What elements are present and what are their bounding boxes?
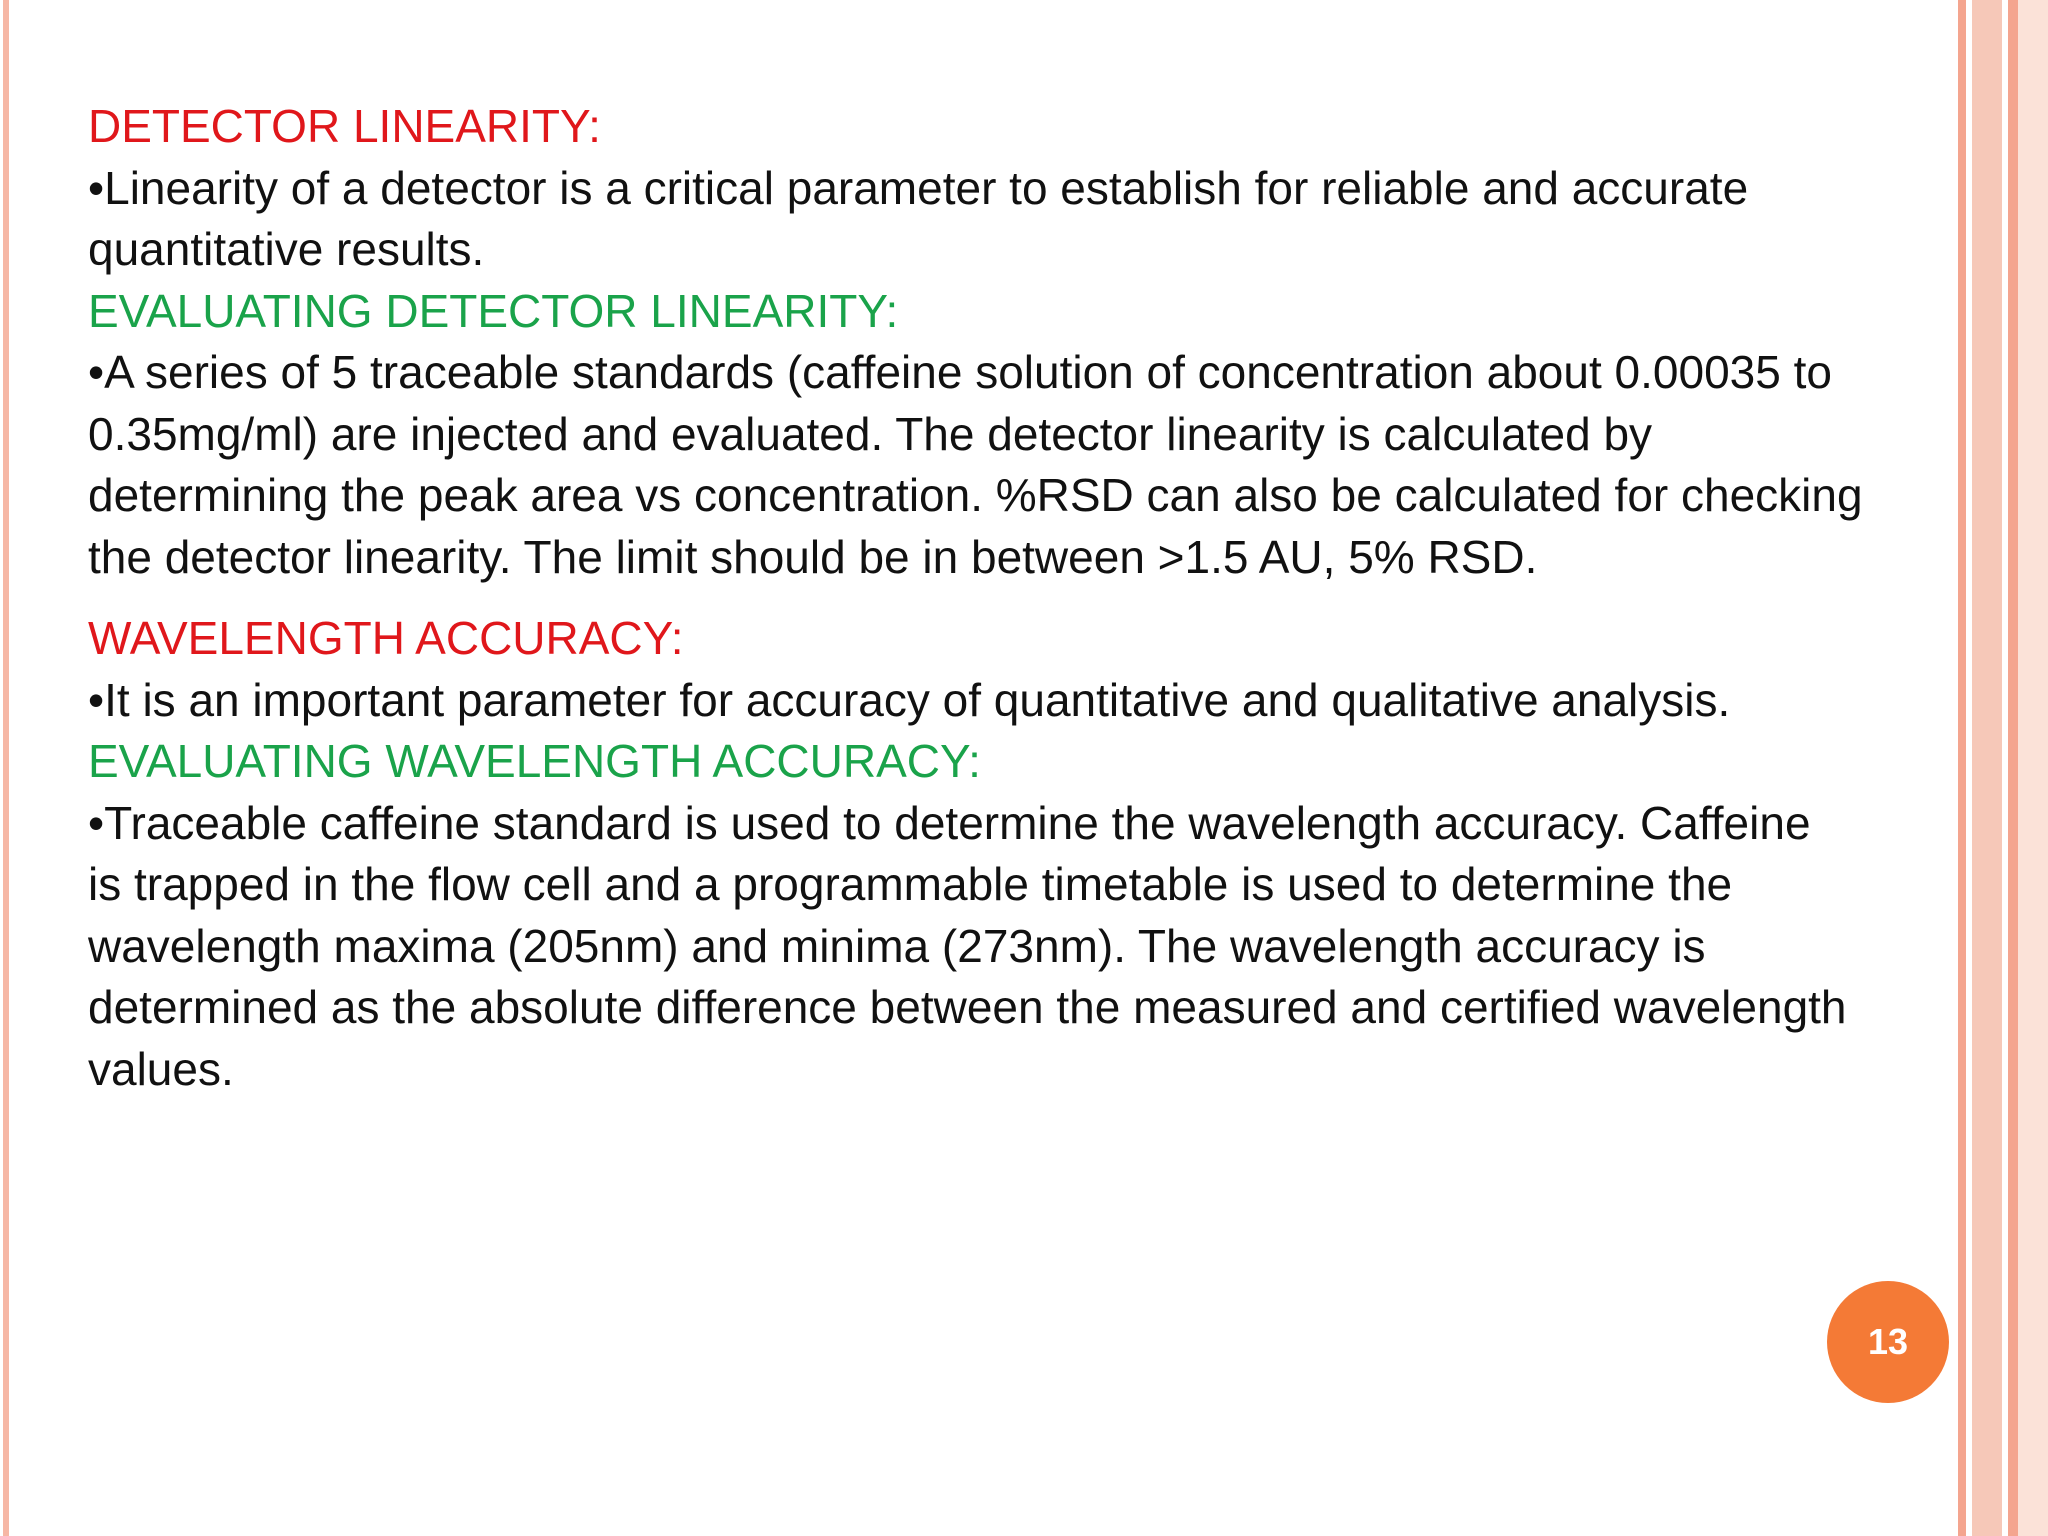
right-frame-border [1958, 0, 2048, 1536]
heading-wavelength-accuracy: WAVELENGTH ACCURACY: [88, 612, 684, 664]
heading-evaluating-detector-linearity: EVALUATING DETECTOR LINEARITY: [88, 284, 899, 337]
paragraph-evaluating-detector-linearity: •A series of 5 traceable standards (caffeine solution of concentration about 0.00035 to 0.35mg/ml) are injected and evaluated. The detector linearity is calculated by determining the peak area vs concentration. %RSD can also be calculated for checking the detector linearity. The limit should be in between >1.5 AU, 5% RSD. [88, 346, 1863, 583]
page-number-badge: 13 [1827, 1281, 1949, 1403]
paragraph-evaluating-wavelength-accuracy: •Traceable caffeine standard is used to determine the wavelength accuracy. Caffeine is trapped in the flow cell and a programmable timetable is used to determine the wavelength maxima (205nm) and minima (273nm). The wavelength accuracy is determined as the absolute difference between the measured and certified wavelength values. [88, 796, 1847, 1095]
left-frame-border [0, 0, 22, 1536]
heading-evaluating-wavelength-accuracy: EVALUATING WAVELENGTH ACCURACY: [88, 735, 981, 787]
paragraph-wavelength-accuracy: •It is an important parameter for accuracy of quantitative and qualitative analysis. [88, 673, 1731, 726]
heading-detector-linearity: DETECTOR LINEARITY: [88, 100, 601, 152]
paragraph-detector-linearity: •Linearity of a detector is a critical parameter to establish for reliable and accurate quantitative results. [88, 161, 1749, 275]
section-gap [88, 588, 1888, 608]
slide-body [88, 96, 1888, 1100]
